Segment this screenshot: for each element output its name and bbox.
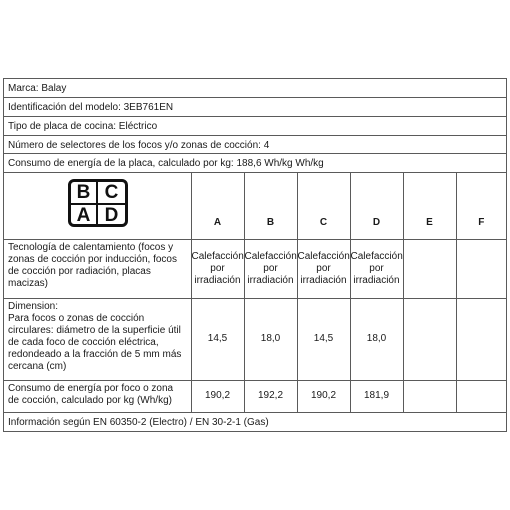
dimension-label: Dimension: Para focos o zonas de cocción circulares: diámetro de la superficie útil de cada foco de cocción eléctrica, redondeado a la fracción de 5 mm más cercana (cm) [4,298,191,380]
consumption-value: 192,2 [244,380,297,412]
technology-value: Calefacción por irradiación [191,250,244,286]
energy-label-sheet [3,78,507,432]
hob-type-row: Tipo de placa de cocina: Eléctrico [4,117,506,136]
dimension-value: 18,0 [244,298,297,380]
technology-label: Tecnología de calentamiento (focos y zonas de cocción por inducción, focos de cocción por radiación, placas macizas) [4,239,191,298]
logo-cell [4,173,191,239]
technology-cell [244,239,297,298]
footer-note: Información según EN 60350-2 (Electro) / EN 30-2-1 (Gas) [8,416,269,428]
dimension-value [456,298,506,380]
column-header-a: A [191,173,244,239]
technology-cell [456,239,506,298]
technology-cell [297,239,350,298]
consumption-value: 181,9 [350,380,403,412]
dimension-row [4,298,506,380]
logo-letter: B [71,182,98,205]
technology-cell [191,239,244,298]
column-header-e: E [403,173,456,239]
column-header-f: F [456,173,506,239]
dimension-value: 14,5 [191,298,244,380]
zones-table [4,173,506,413]
column-header-row [4,173,506,239]
selector-count-row: Número de selectores de los focos y/o zonas de cocción: 4 [4,136,506,154]
consumption-label: Consumo de energía por foco o zona de cocción, calculado por kg (Wh/kg) [4,380,191,412]
technology-cell [403,239,456,298]
consumption-row [4,380,506,412]
bcad-logo-icon [68,179,128,227]
technology-cell [350,239,403,298]
dimension-value [403,298,456,380]
technology-value: Calefacción por irradiación [244,250,297,286]
technology-row [4,239,506,298]
column-header-c: C [297,173,350,239]
brand-row: Marca: Balay [4,79,506,98]
column-header-d: D [350,173,403,239]
consumption-value: 190,2 [191,380,244,412]
consumption-value [403,380,456,412]
hob-consumption-row: Consumo de energía de la placa, calculado por kg: 188,6 Wh/kg Wh/kg [4,154,506,173]
logo-letter: D [104,205,119,226]
consumption-value [456,380,506,412]
technology-value: Calefacción por irradiación [350,250,403,286]
consumption-value: 190,2 [297,380,350,412]
column-header-b: B [244,173,297,239]
logo-letter: C [98,182,125,205]
model-row: Identificación del modelo: 3EB761EN [4,98,506,117]
dimension-value: 18,0 [350,298,403,380]
dimension-value: 14,5 [297,298,350,380]
technology-value: Calefacción por irradiación [297,250,350,286]
logo-letter: A [71,205,98,226]
